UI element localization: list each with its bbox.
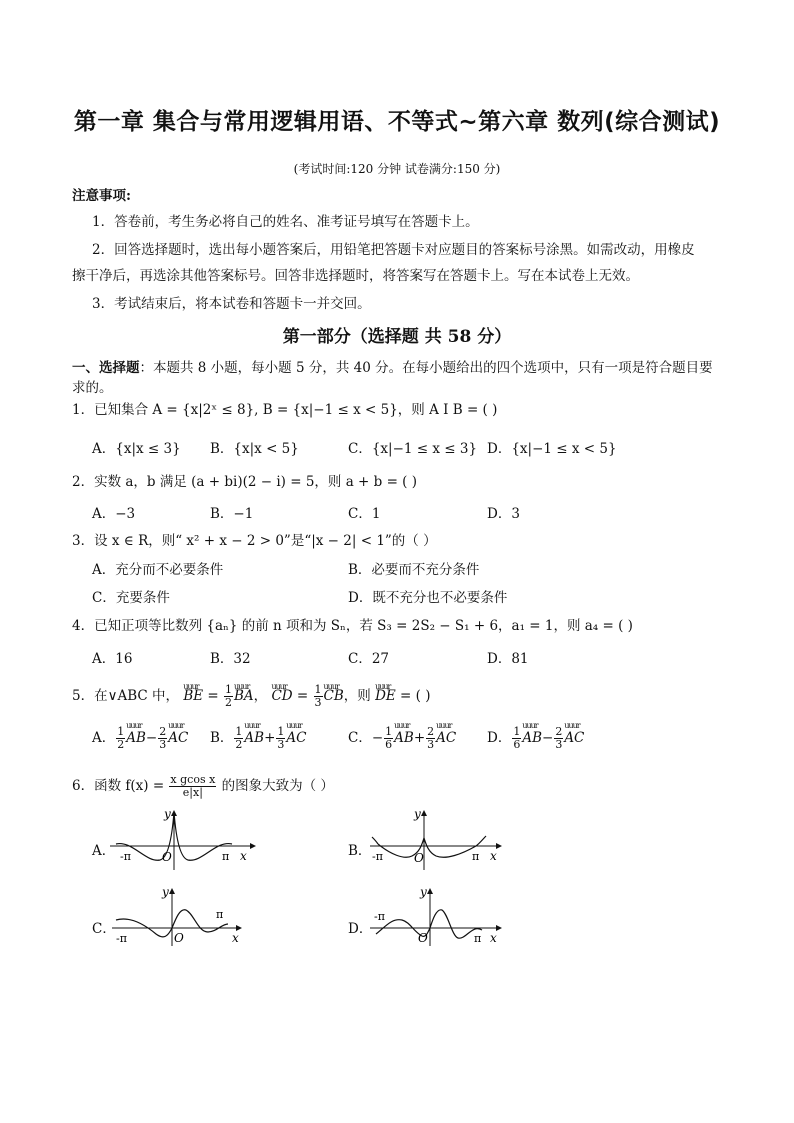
graph-b-label: B． — [348, 843, 372, 859]
svg-text:O: O — [414, 851, 424, 865]
note-item: 3．考试结束后，将本试卷和答题卡一并交回。 — [92, 296, 371, 312]
note-item: 擦干净后，再选涂其他答案标号。回答非选择题时，将答案写在答题卡上。写在本试卷上无效。 — [72, 268, 639, 284]
svg-text:y: y — [162, 886, 169, 899]
question-5-option-c: C．− $\frac{1}{6}$ uuur AB+ $\frac{2}{3}$ uuur AC — [348, 726, 456, 751]
svg-text:-π: -π — [120, 850, 131, 863]
fraction-half: $\frac{1}{2}$ — [225, 683, 232, 709]
svg-text:x: x — [490, 849, 497, 863]
question-2-stem: 2．实数 a，b 满足 (a + bi)(2 − i) = 5，则 a + b = ( ) — [72, 474, 418, 490]
exam-info: (考试时间:120 分钟 试卷满分:150 分) — [293, 162, 501, 176]
question-4-option-b: B．32 — [210, 651, 251, 667]
question-1-option-a: A．{x|x ≤ 3} — [92, 441, 181, 457]
question-1-option-c: C．{x|−1 ≤ x ≤ 3} — [348, 441, 478, 457]
vector-cd: uuur CD — [271, 686, 292, 706]
svg-text:π: π — [472, 850, 480, 863]
part-intro — [72, 358, 722, 378]
question-2-option-c: C．1 — [348, 506, 381, 522]
graph-b — [370, 808, 510, 873]
graph-c-label: C． — [92, 921, 116, 937]
svg-text:x: x — [240, 849, 247, 863]
graph-d-label: D． — [348, 921, 373, 937]
question-3-option-d: D．既不充分也不必要条件 — [348, 590, 508, 606]
question-3-option-a: A．充分而不必要条件 — [92, 562, 224, 578]
svg-text:-π: -π — [116, 932, 127, 945]
question-6-stem: 6．函数 f(x) = $\frac{\text{x gcos x}}{e|x|}$ 的图象大致为（ ） — [72, 773, 334, 799]
question-1-option-d: D．{x|−1 ≤ x < 5} — [487, 441, 617, 457]
question-4-option-d: D．81 — [487, 651, 529, 667]
svg-text:O: O — [162, 850, 172, 864]
question-5-option-a: A． $\frac{1}{2}$ uuur AB− $\frac{2}{3}$ uuur AC — [92, 726, 188, 751]
graph-a — [110, 808, 260, 873]
vector-de: uuur DE — [375, 686, 396, 706]
graph-a-label: A． — [92, 843, 116, 859]
graph-c — [112, 886, 252, 948]
svg-text:x: x — [232, 931, 239, 945]
svg-text:π: π — [216, 908, 224, 921]
question-5-stem: 5．在∨ABC 中， uuur BE = $\frac{1}{2}$ uuur BA， uuur CD = $\frac{1}{3}$ uuur CB，则 uuur DE = ( ) — [72, 684, 722, 709]
question-3-option-b: B．必要而不充分条件 — [348, 562, 480, 578]
part-intro-lead: 一、选择题 — [72, 360, 140, 376]
part-intro-cont: 求的。 — [72, 380, 113, 396]
question-5-option-b: B． $\frac{1}{2}$ uuur AB+ $\frac{1}{3}$ uuur AC — [210, 726, 307, 751]
axis-y-label: y — [164, 808, 171, 821]
svg-text:O: O — [418, 931, 428, 945]
question-5-option-d: D． $\frac{1}{6}$ uuur AB− $\frac{2}{3}$ uuur AC — [487, 726, 584, 751]
svg-text:O: O — [174, 931, 184, 945]
question-1-stem: 1．已知集合 A = {x|2ˣ ≤ 8}, B = {x|−1 ≤ x < 5}，则 A I B = ( ) — [72, 402, 498, 418]
svg-text:x: x — [490, 931, 497, 945]
vector-be: uuur BE — [183, 686, 203, 706]
question-4-stem: 4．已知正项等比数列 {aₙ} 的前 n 项和为 Sₙ，若 S₃ = 2S₂ − S₁ + 6，a₁ = 1，则 a₄ = ( ) — [72, 618, 633, 634]
question-2-option-b: B．−1 — [210, 506, 254, 522]
section-title: 第一部分（选择题 共 58 分） — [282, 327, 512, 347]
note-item: 2．回答选择题时，选出每小题答案后，用铅笔把答题卡对应题目的答案标号涂黑。如需改动，用橡皮 — [92, 242, 695, 258]
fraction-third: $\frac{1}{3}$ — [314, 683, 322, 709]
svg-text:π: π — [474, 932, 482, 945]
fraction-function: $\frac{\text{x gcos x}}{e|x|}$ — [170, 773, 216, 799]
question-3-option-c: C．充要条件 — [92, 590, 170, 606]
question-2-option-d: D．3 — [487, 506, 520, 522]
question-4-option-a: A．16 — [92, 651, 133, 667]
svg-text:π: π — [222, 850, 230, 863]
question-2-option-a: A．−3 — [92, 506, 136, 522]
part-intro-text: ：本题共 8 小题，每小题 5 分，共 40 分。在每小题给出的四个选项中，只有一项是符合题目要 — [139, 360, 713, 376]
svg-text:y: y — [414, 808, 421, 821]
graph-d — [370, 886, 510, 948]
question-3-stem: 3．设 x ∈ R，则“ x² + x − 2 > 0”是“|x − 2| < 1”的（ ） — [72, 533, 437, 549]
svg-text:-π: -π — [374, 910, 385, 923]
svg-text:y: y — [420, 886, 427, 899]
q5-prefix: 5．在∨ABC 中， — [72, 688, 180, 704]
question-4-option-c: C．27 — [348, 651, 390, 667]
notes-heading: 注意事项: — [72, 188, 131, 204]
note-item: 1．答卷前，考生务必将自己的姓名、准考证号填写在答题卡上。 — [92, 214, 479, 230]
question-1-option-b: B．{x|x < 5} — [210, 441, 299, 457]
vector-ba: uuur BA — [234, 686, 254, 706]
page-title: 第一章 集合与常用逻辑用语、不等式~第六章 数列(综合测试) — [73, 109, 721, 135]
svg-text:-π: -π — [372, 850, 383, 863]
vector-cb: uuur CB — [324, 686, 344, 706]
